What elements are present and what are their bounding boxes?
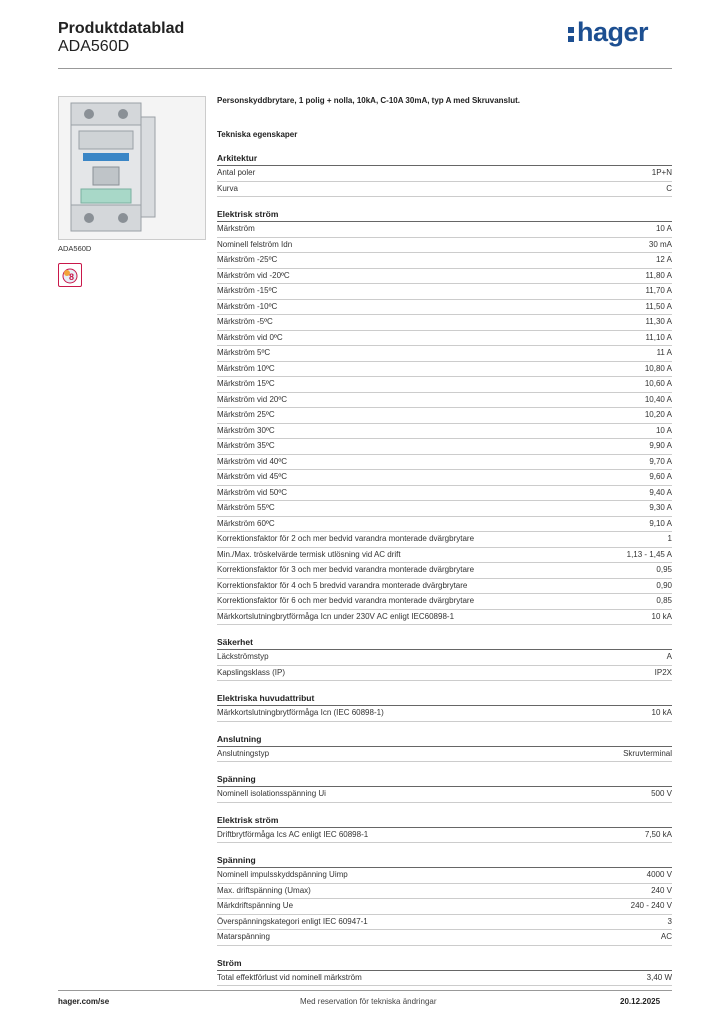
spec-label: Korrektionsfaktor för 2 och mer bedvid varandra monterade dvärgbrytare [217,534,475,543]
spec-row [217,579,672,595]
spec-value: 3,40 W [646,972,672,982]
spec-value: 9,90 A [649,441,672,450]
spec-row [217,747,672,763]
page-title: Produktdatablad [58,20,185,37]
section-title: Arkitektur [217,152,672,166]
spec-value: 9,60 A [649,472,672,481]
spec-value: 1 [667,534,672,543]
spec-row [217,269,672,285]
section-title: Elektriska huvudattribut [217,692,672,706]
spec-value: Skruvterminal [623,748,672,758]
spec-value: A [666,652,672,661]
section-title: Anslutning [217,733,672,747]
spec-value: 12 A [655,255,672,264]
spec-row [217,666,672,682]
spec-label: Läckströmstyp [217,652,269,661]
spec-row [217,253,672,269]
spec-value: 7,50 kA [644,829,672,839]
image-caption: ADA560D [58,244,92,253]
spec-label: Matarspänning [217,932,270,941]
spec-value: 0,90 [656,580,672,590]
section-title: Ström [217,957,672,971]
spec-row [217,284,672,300]
spec-label: Märkström 5ºC [217,348,271,357]
spec-row [217,315,672,331]
spec-label: Korrektionsfaktor för 3 och mer bedvid varandra monterade dvärgbrytare [217,565,475,574]
spec-label: Kurva [217,183,238,193]
spec-value: 11,10 A [645,332,672,342]
spec-value: 10 A [655,224,672,233]
spec-label: Total effektförlust vid nominell märkström [217,972,362,982]
product-image [58,96,206,240]
spec-label: Märkström vid 45ºC [217,472,288,481]
spec-row [217,424,672,440]
spec-label: Märkkortslutningbrytförmåga Icn (IEC 60898-1) [217,708,384,717]
spec-label: Anslutningstyp [217,748,270,758]
logo-dots-icon [568,23,574,43]
spec-row [217,408,672,424]
spec-label: Märkström [217,224,255,233]
footer-note: Med reservation för tekniska ändringar [300,997,437,1006]
spec-row [217,548,672,564]
footer-date: 20.12.2025 [620,997,661,1006]
spec-row [217,563,672,579]
spec-value: 9,40 A [649,487,672,497]
spec-label: Märkström 10ºC [217,363,275,373]
tech-heading: Tekniska egenskaper [217,130,298,139]
footer-site-link[interactable]: hager.com/se [58,997,110,1006]
spec-label: Märkkortslutningbrytförmåga Icn under 230V AC enligt IEC60898-1 [217,611,455,621]
spec-value: 10,40 A [644,394,672,404]
spec-label: Märkström 25ºC [217,410,275,419]
spec-row [217,393,672,409]
spec-value: 1,13 - 1,45 A [626,549,672,559]
spec-value: IP2X [654,667,672,677]
spec-row [217,915,672,931]
spec-row [217,517,672,533]
spec-row [217,470,672,486]
spec-label: Märkström 60ºC [217,518,275,528]
spec-label: Märkström vid 20ºC [217,394,288,404]
spec-row [217,650,672,666]
spec-label: Märkström 55ºC [217,503,275,512]
spec-label: Märkström -15ºC [217,286,278,295]
spec-row [217,439,672,455]
spec-value: 30 mA [648,239,672,249]
spec-value: AC [660,932,672,941]
spec-row [217,486,672,502]
spec-row [217,362,672,378]
spec-value: 11,70 A [645,286,672,295]
hager-logo [568,17,648,48]
spec-value: 1P+N [651,168,672,177]
recycling-badge-icon [58,263,82,287]
spec-row [217,331,672,347]
spec-value: 11,30 A [645,317,672,326]
spec-row [217,532,672,548]
spec-value: 10,20 A [644,410,672,419]
spec-label: Nominell isolationsspänning Ui [217,789,326,798]
spec-value: 11,50 A [645,301,672,311]
spec-row [217,300,672,316]
spec-label: Märkström vid 0ºC [217,332,283,342]
footer-divider [58,990,672,991]
spec-row [217,455,672,471]
spec-label: Korrektionsfaktor för 4 och 5 bredvid varandra monterade dvärgbrytare [217,580,468,590]
spec-label: Märkström vid -20ºC [217,270,290,280]
spec-row [217,787,672,803]
spec-row [217,828,672,844]
spec-row [217,930,672,946]
spec-table [217,152,672,986]
spec-row [217,868,672,884]
spec-label: Märkström -10ºC [217,301,278,311]
spec-label: Min./Max. tröskelvärde termisk utlösning vid AC drift [217,549,401,559]
spec-row [217,971,672,987]
spec-row [217,501,672,517]
spec-label: Nominell impulsskyddspänning Uimp [217,870,348,879]
spec-row [217,238,672,254]
spec-value: 10 A [655,425,672,435]
spec-label: Överspänningskategori enligt IEC 60947-1 [217,916,368,926]
section-title: Elektrisk ström [217,814,672,828]
spec-value: 3 [667,916,672,926]
spec-row [217,182,672,198]
spec-label: Max. driftspänning (Umax) [217,885,311,895]
logo-text: hager [577,17,649,47]
section-title: Säkerhet [217,636,672,650]
spec-value: 9,10 A [649,518,672,528]
header-divider [58,68,672,69]
spec-row [217,166,672,182]
spec-label: Antal poler [217,168,256,177]
spec-label: Märkström vid 40ºC [217,456,288,466]
spec-value: 11,80 A [645,270,672,280]
spec-label: Märkström 35ºC [217,441,275,450]
spec-value: 10 kA [651,708,672,717]
spec-label: Märkström -25ºC [217,255,278,264]
spec-label: Märkström 15ºC [217,379,275,388]
spec-label: Märkström vid 50ºC [217,487,288,497]
product-code: ADA560D [58,38,130,55]
spec-row [217,706,672,722]
spec-row [217,594,672,610]
spec-value: 9,30 A [649,503,672,512]
spec-label: Nominell felström Idn [217,239,293,249]
spec-value: 9,70 A [649,456,672,466]
spec-label: Korrektionsfaktor för 6 och mer bedvid varandra monterade dvärgbrytare [217,596,475,605]
section-title: Elektrisk ström [217,208,672,222]
spec-value: 500 V [651,789,672,798]
spec-value: 0,95 [656,565,672,574]
spec-row [217,377,672,393]
spec-row [217,884,672,900]
spec-value: 4000 V [646,870,672,879]
spec-row [217,222,672,238]
spec-label: Märkström -5ºC [217,317,273,326]
spec-value: C [666,183,672,193]
spec-value: 240 - 240 V [630,901,672,910]
spec-label: Driftbrytförmåga Ics AC enligt IEC 60898-1 [217,829,369,839]
spec-label: Märkström 30ºC [217,425,275,435]
section-title: Spänning [217,854,672,868]
spec-value: 10,60 A [644,379,672,388]
svg-text:8: 8 [69,272,75,282]
spec-value: 11 A [656,348,672,357]
spec-value: 10,80 A [644,363,672,373]
spec-row [217,610,672,626]
spec-value: 240 V [651,885,672,895]
spec-row [217,899,672,915]
spec-value: 0,85 [656,596,672,605]
spec-label: Kapslingsklass (IP) [217,667,286,677]
product-description: Personskyddbrytare, 1 polig + nolla, 10kA, C-10A 30mA, typ A med Skruvanslut. [217,96,520,105]
section-title: Spänning [217,773,672,787]
spec-row [217,346,672,362]
spec-label: Märkdriftspänning Ue [217,901,294,910]
spec-value: 10 kA [651,611,672,621]
